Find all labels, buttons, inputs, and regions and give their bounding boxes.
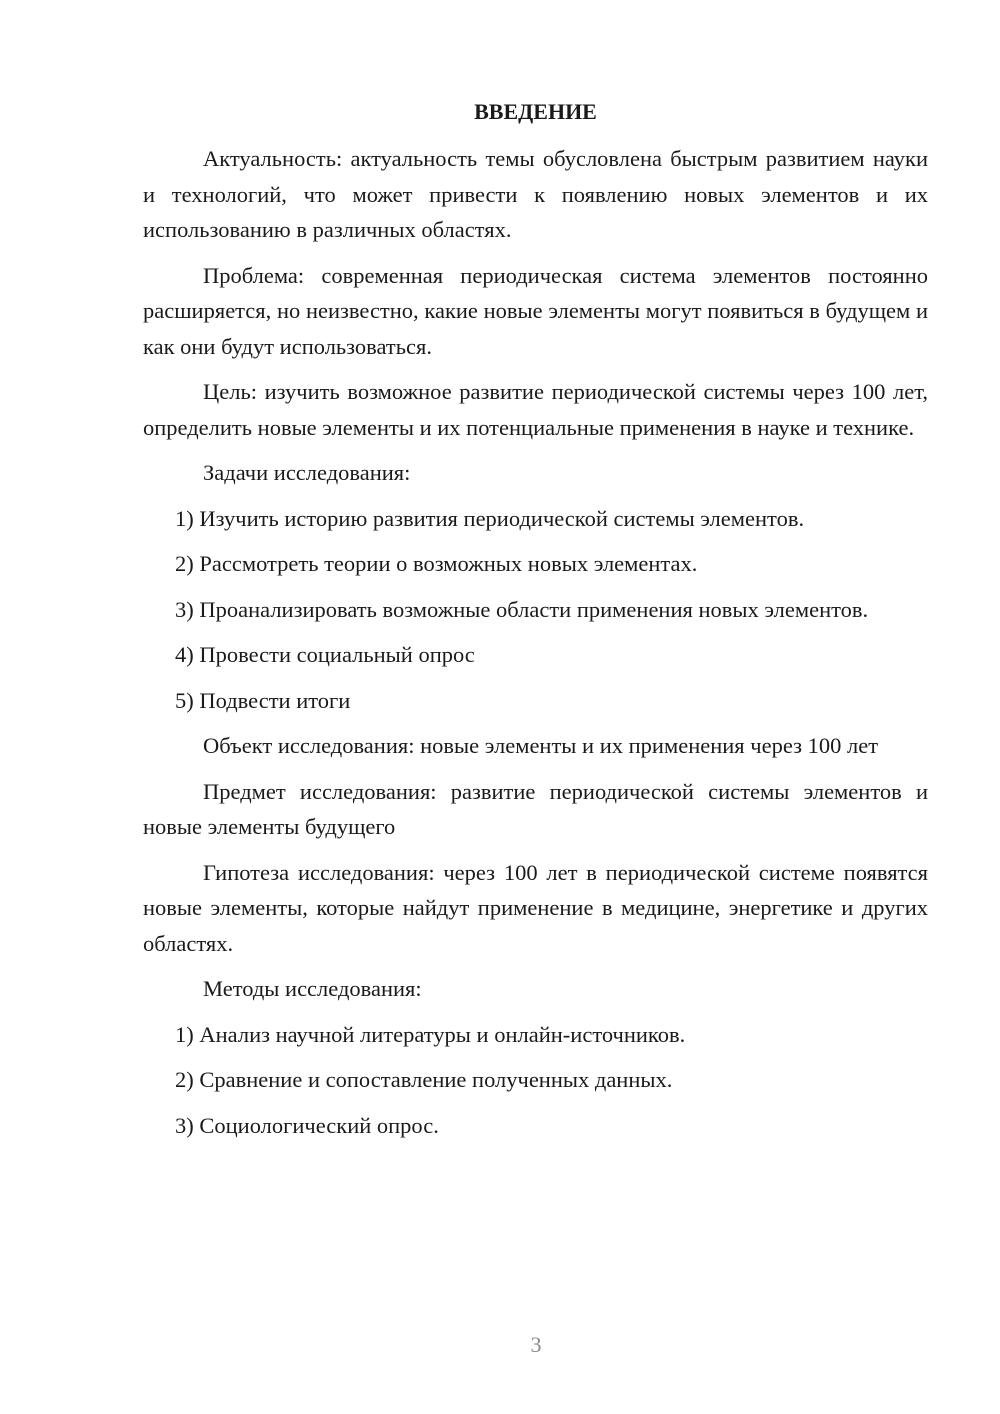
task-item-2: 2) Рассмотреть теории о возможных новых элементах. bbox=[175, 551, 698, 576]
task-item-4: 4) Провести социальный опрос bbox=[175, 642, 475, 667]
task-item-1: 1) Изучить историю развития периодической системы элементов. bbox=[175, 505, 805, 531]
relevance-paragraph: Актуальность: актуальность темы обусловлена быстрым развитием науки и технологий, что может привести к появлению новых элементов и их использованию в различных областях. bbox=[143, 146, 928, 242]
page-content bbox=[143, 94, 928, 1153]
method-item-1: 1) Анализ научной литературы и онлайн-источников. bbox=[175, 1021, 686, 1047]
page-title: ВВЕДЕНИЕ bbox=[474, 99, 597, 124]
goal-paragraph: Цель: изучить возможное развитие периодической системы через 100 лет, определить новые элементы и их потенциальные применения в науке и технике. bbox=[143, 379, 928, 440]
methods-heading: Методы исследования: bbox=[203, 976, 422, 1001]
method-item-2: 2) Сравнение и сопоставление полученных данных. bbox=[175, 1067, 673, 1092]
tasks-heading: Задачи исследования: bbox=[203, 460, 411, 485]
method-item-3: 3) Социологический опрос. bbox=[175, 1112, 439, 1138]
object-paragraph: Объект исследования: новые элементы и их применения через 100 лет bbox=[203, 733, 879, 758]
page-number: 3 bbox=[530, 1332, 542, 1357]
problem-paragraph: Проблема: современная периодическая система элементов постоянно расширяется, но неизвестно, какие новые элементы могут появиться в будущем и как они будут использоваться. bbox=[143, 262, 928, 359]
task-item-3: 3) Проанализировать возможные области применения новых элементов. bbox=[175, 596, 869, 622]
hypothesis-paragraph: Гипотеза исследования: через 100 лет в периодической системе появятся новые элементы, которые найдут применение в медицине, энергетике и других областях. bbox=[143, 859, 928, 956]
task-item-5: 5) Подвести итоги bbox=[175, 687, 351, 713]
subject-paragraph: Предмет исследования: развитие периодической системы элементов и новые элементы будущего bbox=[143, 778, 928, 839]
